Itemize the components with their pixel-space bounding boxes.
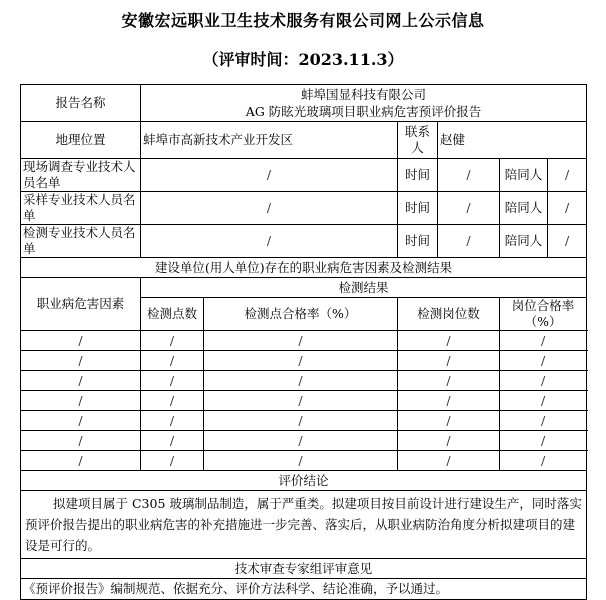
- table-cell: /: [398, 371, 500, 391]
- table-cell: /: [204, 391, 398, 411]
- personnel-label: 检测专业技术人员名单: [21, 225, 141, 258]
- expert-text-row: [21, 579, 587, 600]
- table-cell: /: [21, 451, 141, 471]
- table-cell: /: [141, 431, 204, 451]
- time-label: 时间: [398, 192, 438, 225]
- personnel-names: /: [141, 159, 398, 192]
- column-header: 检测点数: [141, 298, 204, 331]
- location-label: 地理位置: [21, 122, 141, 159]
- table-row: [21, 371, 587, 391]
- review-time: （评审时间：2023.11.3）: [202, 50, 404, 69]
- table-cell: /: [21, 331, 141, 351]
- table-cell: /: [141, 351, 204, 371]
- table-cell: /: [21, 371, 141, 391]
- table-cell: /: [141, 411, 204, 431]
- table-cell: /: [141, 371, 204, 391]
- table-cell: /: [21, 431, 141, 451]
- table-cell: /: [204, 351, 398, 371]
- conclusion-title-row: [21, 471, 587, 491]
- page-title: 安徽宏远职业卫生技术服务有限公司网上公示信息: [121, 11, 485, 30]
- table-cell: /: [500, 351, 587, 371]
- time-value: /: [438, 225, 500, 258]
- table-cell: /: [398, 451, 500, 471]
- table-cell: /: [204, 411, 398, 431]
- conclusion-paragraph: 拟建项目属于 C305 玻璃制品制造，属于严重类。拟建项目按目前设计进行建设生产，同时落实预评价报告提出的职业病危害的补充措施进一步完善、落实后，从职业病防治角度分析拟建项目的建设是可行的。: [25, 496, 582, 553]
- report-project: AG 防眩光玻璃项目职业病危害预评价报告: [245, 104, 482, 119]
- escort-value: /: [548, 192, 587, 225]
- results-header-row: [21, 278, 587, 298]
- table-cell: /: [21, 411, 141, 431]
- table-cell: /: [204, 431, 398, 451]
- personnel-label: 现场调查专业技术人员名单: [21, 159, 141, 192]
- time-value: /: [438, 159, 500, 192]
- contact-value: 赵健: [438, 122, 587, 159]
- column-header: 检测岗位数: [398, 298, 500, 331]
- table-row: [21, 431, 587, 451]
- time-label: 时间: [398, 225, 438, 258]
- column-header: 检测点合格率（%）: [204, 298, 398, 331]
- time-label: 时间: [398, 159, 438, 192]
- table-cell: /: [204, 451, 398, 471]
- table-cell: /: [141, 451, 204, 471]
- factor-header: 职业病危害因素: [21, 278, 141, 331]
- table-cell: /: [398, 431, 500, 451]
- results-section-row: [21, 258, 587, 278]
- table-row: [21, 411, 587, 431]
- personnel-names: /: [141, 225, 398, 258]
- table-cell: /: [21, 391, 141, 411]
- table-cell: /: [398, 411, 500, 431]
- report-name-value: [141, 85, 587, 122]
- table-cell: /: [500, 411, 587, 431]
- table-cell: /: [204, 331, 398, 351]
- escort-label: 陪同人: [500, 225, 548, 258]
- location-row: [21, 122, 587, 159]
- column-header: 岗位合格率（%）: [500, 298, 587, 331]
- table-cell: /: [500, 451, 587, 471]
- location-value: 蚌埠市高新技术产业开发区: [141, 122, 398, 159]
- report-name-row: [21, 85, 587, 122]
- table-cell: /: [500, 431, 587, 451]
- conclusion-text-row: [21, 491, 587, 559]
- personnel-names: /: [141, 192, 398, 225]
- escort-value: /: [548, 225, 587, 258]
- table-cell: /: [398, 391, 500, 411]
- table-row: [21, 331, 587, 351]
- table-cell: /: [21, 351, 141, 371]
- results-header: 检测结果: [141, 278, 587, 298]
- expert-text: 《预评价报告》编制规范、依据充分、评价方法科学、结论准确，予以通过。: [21, 579, 587, 600]
- table-cell: /: [398, 351, 500, 371]
- table-cell: /: [500, 371, 587, 391]
- table-cell: /: [141, 391, 204, 411]
- escort-label: 陪同人: [500, 159, 548, 192]
- table-row: [21, 451, 587, 471]
- personnel-label: 采样专业技术人员名单: [21, 192, 141, 225]
- personnel-row: [21, 192, 587, 225]
- table-cell: /: [204, 371, 398, 391]
- table-row: [21, 351, 587, 371]
- expert-title-row: [21, 559, 587, 579]
- table-cell: /: [500, 331, 587, 351]
- report-name-label: 报告名称: [21, 85, 141, 122]
- escort-label: 陪同人: [500, 192, 548, 225]
- escort-value: /: [548, 159, 587, 192]
- table-cell: /: [398, 331, 500, 351]
- table-cell: /: [500, 391, 587, 411]
- time-value: /: [438, 192, 500, 225]
- table-row: [21, 391, 587, 411]
- conclusion-title: 评价结论: [21, 471, 587, 491]
- personnel-row: [21, 225, 587, 258]
- expert-title: 技术审查专家组评审意见: [21, 559, 587, 579]
- report-company: 蚌埠国显科技有限公司: [301, 87, 427, 102]
- personnel-row: [21, 159, 587, 192]
- contact-label: 联系人: [398, 122, 438, 159]
- disclosure-table: [20, 84, 587, 600]
- results-section-title: 建设单位(用人单位)存在的职业病危害因素及检测结果: [21, 258, 587, 278]
- conclusion-text: [21, 491, 587, 559]
- table-cell: /: [141, 331, 204, 351]
